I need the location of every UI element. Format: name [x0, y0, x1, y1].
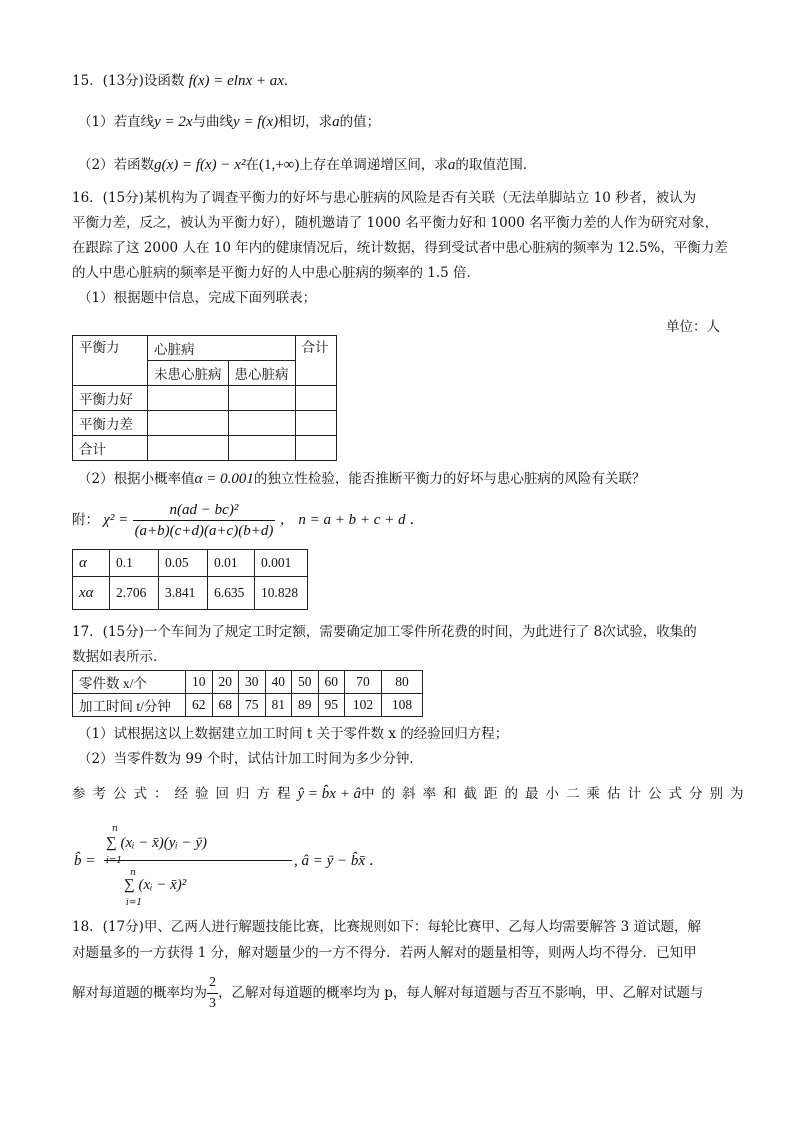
table-row	[73, 694, 423, 717]
x-cell: 80	[382, 671, 423, 694]
x-cell: 10	[186, 671, 213, 694]
q16-line3: 在跟踪了这 2000 人在 10 年内的健康情况后，统计数据，得到受试者中患心脏病的频率为 12.5%，平衡力差	[72, 240, 728, 256]
table-row	[73, 671, 423, 694]
ref-text-a: 参考公式：经验回归方程	[72, 786, 298, 802]
t-cell: 75	[239, 694, 266, 717]
table-cell	[228, 386, 295, 411]
x-cell: 30	[239, 671, 266, 694]
q15-p2-g-eq: g(x) = f(x) − x²	[154, 157, 246, 173]
x-cell: 20	[212, 671, 239, 694]
q18-line2: 对题量多的一方获得 1 分，解对题量少的一方不得分．若两人解对的题量相等，则两人均不得分．已知甲	[72, 945, 697, 961]
t-cell: 102	[345, 694, 382, 717]
a-hat-formula: , â = ȳ − b̂x̄ ．	[294, 853, 384, 869]
q17-line2: 数据如表所示．	[72, 649, 167, 665]
chi-denominator: (a+b)(c+d)(a+c)(b+d)	[134, 523, 274, 539]
critical-value-table	[72, 549, 308, 610]
t-cell: 62	[186, 694, 213, 717]
row-label: 平衡力好	[73, 386, 148, 411]
q17-part2: （2）当零件数为 99 个时，试估计加工时间为多少分钟．	[78, 751, 423, 767]
t-cell: 81	[265, 694, 292, 717]
table-row	[73, 386, 337, 411]
q15-p2-text-a: （2）若函数	[78, 157, 155, 173]
row-label: 平衡力差	[73, 411, 148, 436]
sum-lower: i=1	[126, 898, 143, 908]
row-label: 加工时间 t/分钟	[73, 694, 186, 717]
b-numerator: ∑ (xᵢ − x̄)(yᵢ − ȳ)	[106, 835, 208, 851]
x-alpha-label: xα	[73, 577, 110, 610]
q15-p2-text-e: 上存在单调递增区间，求	[299, 157, 448, 173]
chi-lhs: χ² =	[103, 512, 129, 528]
sum-lower: i=1	[106, 856, 123, 866]
table-cell	[148, 411, 229, 436]
q15-p1-text-a: （1）若直线	[78, 114, 155, 130]
q15-p1-var: a	[332, 114, 340, 130]
q15-p1-text-g: 的值；	[339, 114, 381, 130]
q15-part1	[78, 113, 380, 131]
q15-p1-line-eq: y = 2x	[154, 114, 193, 130]
t-cell: 95	[318, 694, 345, 717]
alpha-cell: 0.05	[159, 550, 208, 577]
table-cell	[148, 436, 229, 461]
unit-label: 单位：人	[666, 319, 720, 335]
data-table	[72, 670, 423, 717]
alpha-label: α	[73, 550, 110, 577]
q15-part2	[78, 156, 536, 174]
reference-formula-line	[72, 785, 751, 803]
q15-p2-interval: (1,+∞)	[258, 157, 300, 173]
th-balance: 平衡力	[73, 336, 148, 386]
q18-text-a: 解对每道题的概率均为	[72, 985, 207, 1001]
x-cell: 40	[265, 671, 292, 694]
x-cell: 60	[318, 671, 345, 694]
x-cell: 70	[345, 671, 382, 694]
b-numerator-box	[104, 824, 292, 866]
q16-part1: （1）根据题中信息，完成下面列联表；	[78, 290, 317, 306]
sum-upper: n	[112, 824, 118, 834]
note-label: 附：	[72, 512, 99, 528]
q15-title: 15．(13分)设函数 f(x) = elnx + ax．	[72, 73, 298, 89]
n-definition: ， n = a + b + c + d ．	[279, 512, 425, 528]
x-alpha-cell: 6.635	[208, 577, 255, 610]
chi-fraction	[133, 500, 276, 541]
row-label: 合计	[73, 436, 148, 461]
table-cell	[228, 436, 295, 461]
th-heart-yes: 患心脏病	[228, 361, 295, 386]
sum-upper: n	[130, 868, 136, 878]
q16-line1: 16．(15分)某机构为了调查平衡力的好坏与患心脏病的风险是否有关联（无法单脚站立 10 秒者，被认为	[72, 190, 697, 206]
q15-heading: 15．(13分)设函数	[72, 73, 185, 89]
q18-line3	[72, 973, 703, 1014]
x-alpha-cell: 3.841	[159, 577, 208, 610]
q16-line4: 的人中患心脏病的频率是平衡力好的人中患心脏病的频率的 1.5 倍．	[72, 265, 481, 281]
x-cell: 50	[292, 671, 319, 694]
probability-fraction	[207, 973, 218, 1014]
row-label: 零件数 x/个	[73, 671, 186, 694]
table-cell	[295, 436, 336, 461]
q15-p2-var: a	[447, 157, 456, 173]
ref-text-c: 中的斜率和截距的最小二乘估计公式分别为	[361, 786, 751, 802]
table-cell	[228, 411, 295, 436]
table-cell	[295, 386, 336, 411]
regression-equation: ŷ = b̂x + â	[297, 786, 362, 802]
th-heart: 心脏病	[148, 336, 296, 361]
x-alpha-cell: 2.706	[110, 577, 159, 610]
q15-p1-text-e: 相切，求	[278, 114, 333, 130]
frac-denominator: 3	[209, 996, 216, 1011]
b-denominator: ∑ (xᵢ − x̄)²	[124, 877, 187, 893]
table-cell	[148, 386, 229, 411]
q15-p2-text-c: 在	[245, 157, 259, 173]
q17-part1: （1）试根据这以上数据建立加工时间 t 关于零件数 x 的经验回归方程；	[78, 726, 509, 742]
frac-numerator: 2	[207, 973, 218, 994]
table-cell	[295, 411, 336, 436]
q15-p1-text-c: 与曲线	[192, 114, 234, 130]
th-total: 合计	[295, 336, 336, 386]
alpha-cell: 0.01	[208, 550, 255, 577]
b-denominator-box	[124, 866, 268, 908]
t-cell: 108	[382, 694, 423, 717]
q16-part2	[78, 470, 645, 488]
table-row	[73, 436, 337, 461]
b-hat-lhs: b̂ =	[74, 853, 96, 869]
table-row	[73, 411, 337, 436]
q15-function: f(x) = elnx + ax	[188, 73, 284, 89]
alpha-cell: 0.001	[255, 550, 308, 577]
th-no-heart: 未患心脏病	[148, 361, 229, 386]
q15-p1-curve-eq: y = f(x)	[233, 114, 279, 130]
q16-alpha-value: α = 0.001	[194, 471, 254, 487]
alpha-cell: 0.1	[110, 550, 159, 577]
t-cell: 89	[292, 694, 319, 717]
q16-line2: 平衡力差，反之，被认为平衡力好），随机邀请了 1000 名平衡力好和 1000 名平衡力差的人作为研究对象，	[72, 215, 719, 231]
q16-p2-text-a: （2）根据小概率值	[78, 471, 195, 487]
x-alpha-cell: 10.828	[255, 577, 308, 610]
t-cell: 68	[212, 694, 239, 717]
q16-p2-text-c: 的独立性检验，能否推断平衡力的好坏与患心脏病的风险有关联？	[253, 471, 646, 487]
chi-square-formula	[72, 500, 424, 541]
q15-p2-text-g: 的取值范围．	[455, 157, 537, 173]
q18-line1: 18．(17分)甲、乙两人进行解题技能比赛，比赛规则如下：每轮比赛甲、乙每人均需要解答 3 道试题，解	[72, 919, 702, 935]
q18-text-b: ，乙解对每道题的概率均为 p，每人解对每道题与否互不影响，甲、乙解对试题与	[218, 985, 704, 1001]
chi-numerator: n(ad − bc)²	[133, 500, 276, 521]
contingency-table	[72, 335, 337, 461]
q17-line1: 17．(15分)一个车间为了规定工时定额，需要确定加工零件所花费的时间，为此进行了 8次试验，收集的	[72, 624, 697, 640]
